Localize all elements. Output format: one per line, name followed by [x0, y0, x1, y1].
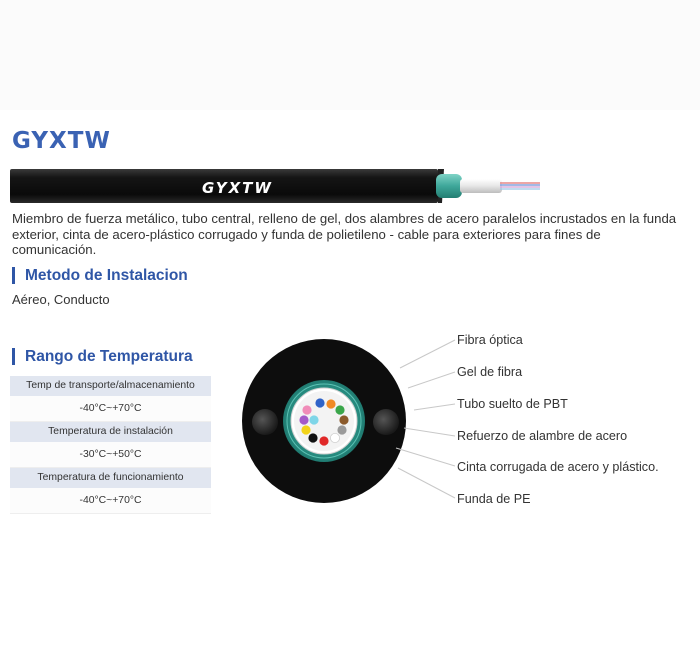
- temp-value-installation: -30°C~+50°C: [10, 442, 211, 468]
- steel-wire-left: [252, 409, 278, 435]
- fiber-green: [335, 405, 344, 414]
- temp-label-storage: Temp de transporte/almacenamiento: [10, 376, 211, 396]
- fiber-orange: [326, 399, 335, 408]
- fiber-blue: [315, 398, 324, 407]
- cable-side-view: [8, 166, 548, 206]
- legend-gel-de-fibra: Gel de fibra: [457, 365, 523, 379]
- leader-fibra: [400, 340, 455, 368]
- legend-tubo-pbt: Tubo suelto de PBT: [457, 397, 568, 411]
- temp-value-storage: -40°C~+70°C: [10, 396, 211, 422]
- cable-print-text: GYXTW: [202, 179, 273, 197]
- legend-fibra-optica: Fibra óptica: [457, 333, 523, 347]
- fiber-yellow: [301, 425, 310, 434]
- temp-value-operation: -40°C~+70°C: [10, 488, 211, 514]
- leader-refuerzo: [404, 428, 455, 436]
- temp-label-installation: Temperatura de instalación: [10, 422, 211, 442]
- fiber-gray: [337, 425, 346, 434]
- legend-funda-pe: Funda de PE: [457, 492, 531, 506]
- fiber-pink: [302, 405, 311, 414]
- product-description: Miembro de fuerza metálico, tubo central, relleno de gel, dos alambres de acero paralelos incrustados en la funda exterior, cinta de acero-plástico corrugado y funda de polietileno - cable para exteriores para fines de comunicación.: [12, 211, 677, 257]
- fiber-white: [330, 433, 339, 442]
- fiber-black: [308, 433, 317, 442]
- legend-refuerzo-acero: Refuerzo de alambre de acero: [457, 429, 628, 443]
- fiber-brown: [339, 415, 348, 424]
- cable-cross-section: [238, 328, 460, 528]
- temperature-heading: Rango de Temperatura: [12, 348, 193, 365]
- temp-label-operation: Temperatura de funcionamiento: [10, 468, 211, 488]
- cable-armor-tape: [436, 174, 462, 198]
- cable-loose-tube: [460, 179, 502, 193]
- product-title: GYXTW: [12, 128, 111, 154]
- temperature-table: [10, 376, 211, 514]
- top-band: [0, 0, 700, 110]
- leader-funda: [398, 468, 455, 498]
- steel-wire-right: [373, 409, 399, 435]
- leader-cinta: [396, 448, 455, 466]
- legend-cinta-corrugada: Cinta corrugada de acero y plástico.: [457, 460, 659, 474]
- fiber-red: [319, 436, 328, 445]
- fiber-aqua: [309, 415, 318, 424]
- leader-gel: [408, 372, 455, 388]
- installation-text: Aéreo, Conducto: [12, 292, 110, 307]
- fiber-violet: [299, 415, 308, 424]
- leader-tubo: [414, 404, 455, 410]
- installation-heading: Metodo de Instalacion: [12, 267, 188, 284]
